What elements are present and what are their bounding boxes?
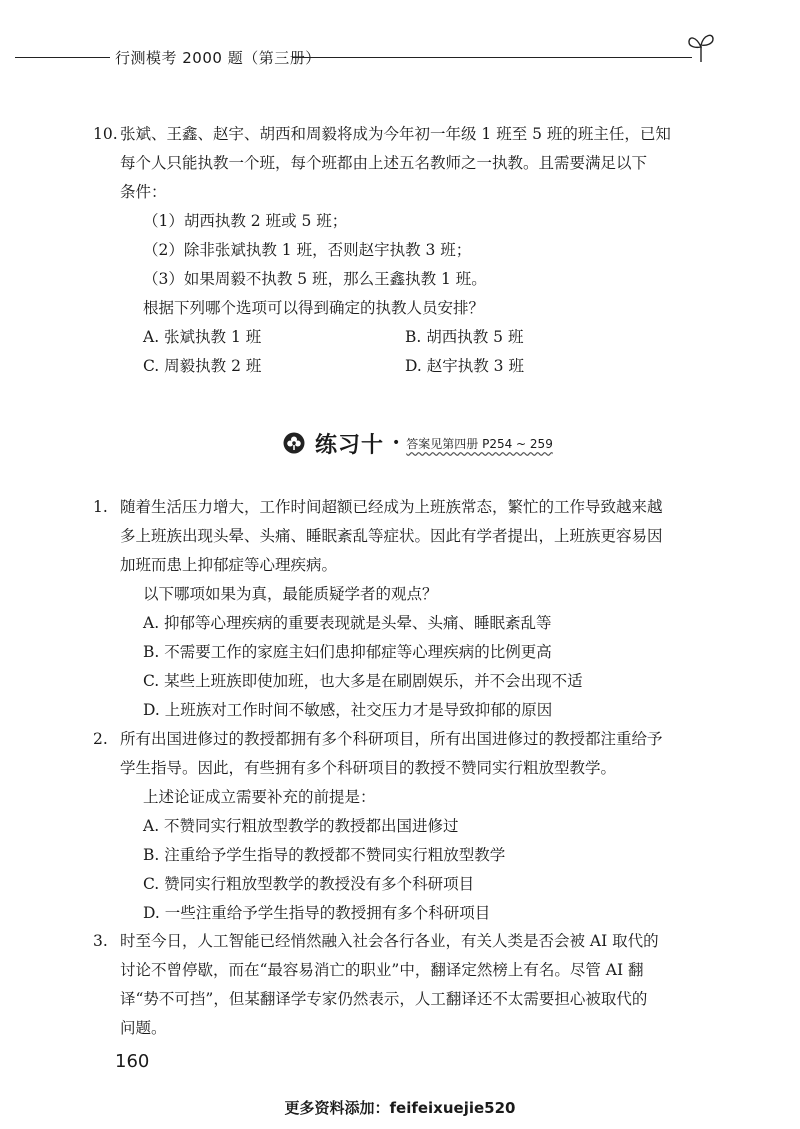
- option-d: D. 一些注重给予学生指导的教授拥有多个科研项目: [143, 904, 491, 922]
- option-row: [120, 352, 720, 381]
- header-rule-left: [15, 57, 110, 58]
- option-a: A. 不赞同实行粗放型教学的教授都出国进修过: [143, 817, 459, 835]
- header-title: 行测模考 2000 题（第三册）: [115, 49, 321, 67]
- question-text-line: 每个人只能执教一个班，每个班都由上述五名教师之一执教。且需要满足以下: [120, 154, 648, 172]
- question-text-line: 所有出国进修过的教授都拥有多个科研项目，所有出国进修过的教授都注重给予: [120, 730, 663, 748]
- question-1: [93, 493, 720, 725]
- question-prompt: 上述论证成立需要补充的前提是：: [143, 788, 376, 806]
- option-d: D. 上班族对工作时间不敏感，社交压力才是导致抑郁的原因: [143, 701, 553, 719]
- page-number: 160: [115, 1051, 150, 1072]
- question-10: [93, 120, 720, 381]
- question-number: 3.: [93, 932, 108, 950]
- question-number: 1.: [93, 498, 108, 516]
- option-row: [120, 323, 720, 352]
- question-2: [93, 725, 720, 928]
- question-prompt: 根据下列哪个选项可以得到确定的执教人员安排？: [143, 299, 485, 317]
- condition-item: （3）如果周毅不执教 5 班，那么王鑫执教 1 班。: [143, 270, 487, 288]
- question-text-line: 随着生活压力增大，工作时间超额已经成为上班族常态，繁忙的工作导致越来越: [120, 498, 663, 516]
- option-c: C. 周毅执教 2 班: [143, 357, 262, 375]
- question-text-line: 多上班族出现头晕、头痛、睡眠紊乱等症状。因此有学者提出，上班族更容易因: [120, 527, 663, 545]
- question-text-line: 张斌、王鑫、赵宇、胡西和周毅将成为今年初一年级 1 班至 5 班的班主任，已知: [120, 125, 671, 143]
- option-d: D. 赵宇执教 3 班: [405, 357, 524, 375]
- running-header: [0, 28, 800, 68]
- condition-item: （2）除非张斌执教 1 班，否则赵宇执教 3 班；: [143, 241, 472, 259]
- question-3: [93, 927, 720, 1043]
- option-c: C. 某些上班族即使加班，也大多是在刷剧娱乐，并不会出现不适: [143, 672, 583, 690]
- question-text-line: 加班而患上抑郁症等心理疾病。: [120, 556, 338, 574]
- question-text-line: 问题。: [120, 1019, 167, 1037]
- header-rule-right: [292, 57, 692, 58]
- option-a: A. 抑郁等心理疾病的重要表现就是头晕、头痛、睡眠紊乱等: [143, 614, 552, 632]
- question-number: 2.: [93, 730, 108, 748]
- option-c: C. 赞同实行粗放型教学的教授没有多个科研项目: [143, 875, 475, 893]
- sprout-icon: [686, 30, 716, 64]
- question-text-line: 译“势不可挡”，但某翻译学专家仍然表示，人工翻译还不太需要担心被取代的: [120, 990, 648, 1008]
- question-text-line: 讨论不曾停歇，而在“最容易消亡的职业”中，翻译定然榜上有名。尽管 AI 翻: [120, 961, 644, 979]
- condition-item: （1）胡西执教 2 班或 5 班；: [143, 212, 348, 230]
- section-dot: •: [392, 435, 401, 451]
- option-b: B. 不需要工作的家庭主妇们患抑郁症等心理疾病的比例更高: [143, 643, 552, 661]
- question-text-line: 学生指导。因此，有些拥有多个科研项目的教授不赞同实行粗放型教学。: [120, 759, 617, 777]
- flower-emblem-icon: [283, 432, 305, 454]
- footer-watermark: 更多资料添加：feifeixuejie520: [284, 1099, 516, 1117]
- option-a: A. 张斌执教 1 班: [143, 328, 262, 346]
- section-name: 练习十: [315, 432, 385, 458]
- question-text-line: 条件：: [120, 183, 167, 201]
- question-number: 10.: [93, 125, 118, 143]
- option-b: B. 注重给予学生指导的教授都不赞同实行粗放型教学: [143, 846, 506, 864]
- option-b: B. 胡西执教 5 班: [405, 328, 524, 346]
- question-prompt: 以下哪项如果为真，最能质疑学者的观点？: [143, 585, 438, 603]
- question-text-line: 时至今日，人工智能已经悄然融入社会各行各业，有关人类是否会被 AI 取代的: [120, 932, 659, 950]
- section-heading: [283, 425, 553, 461]
- answer-reference: 答案见第四册 P254 ~ 259: [406, 436, 553, 451]
